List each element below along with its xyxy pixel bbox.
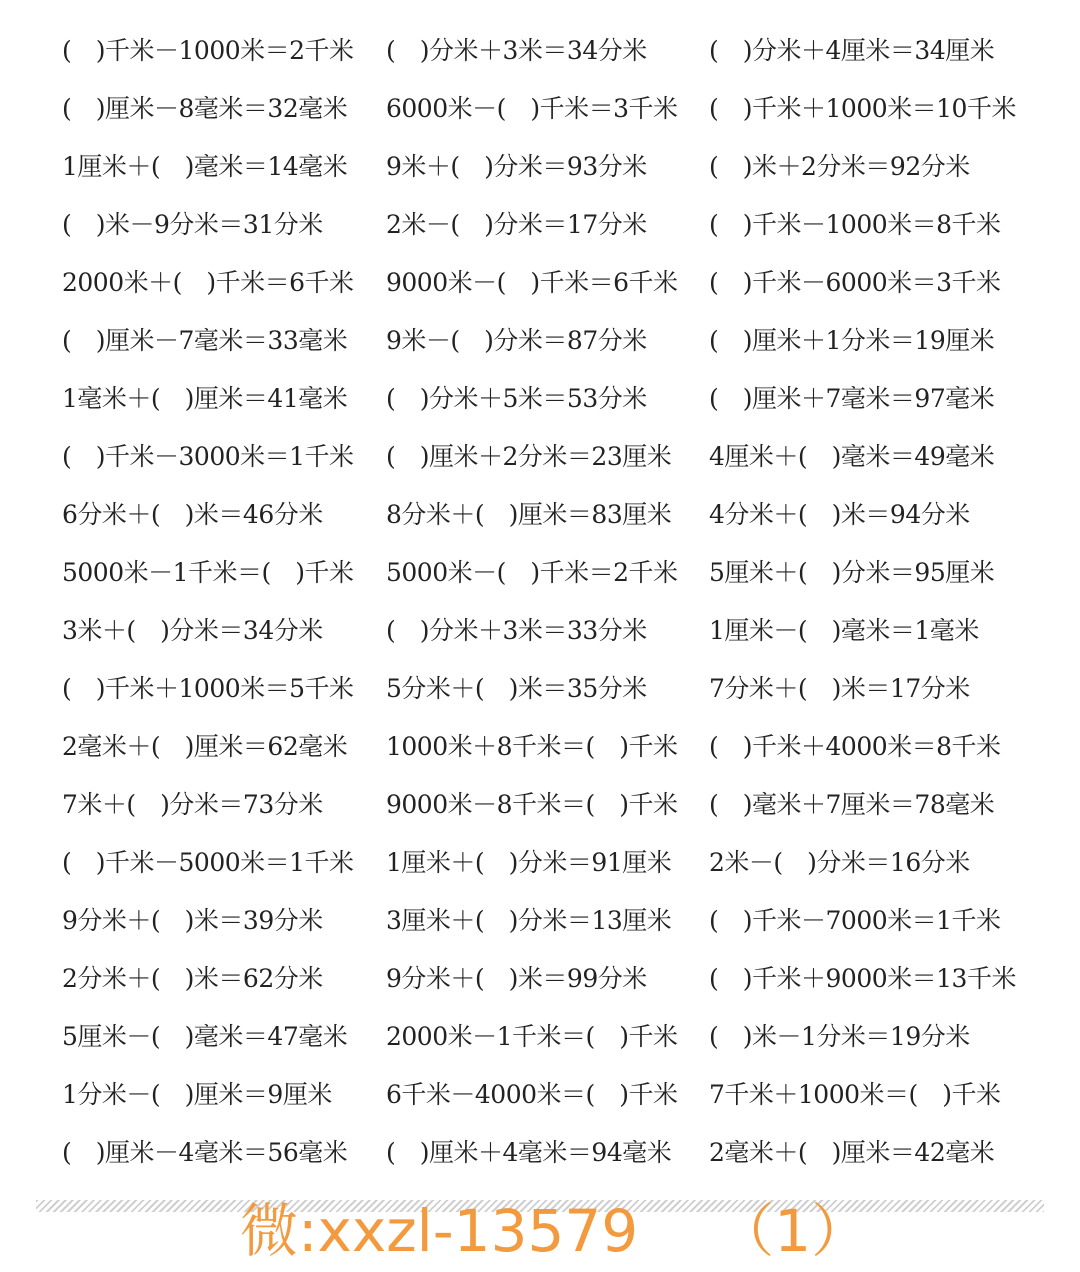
exercise-row-15 — [0, 834, 1080, 892]
exercise-item: ( )厘米＋2分米＝23厘米 — [386, 442, 672, 471]
exercise-item: ( )毫米＋7厘米＝78毫米 — [709, 790, 995, 819]
exercise-item: ( )千米＋1000米＝5千米 — [62, 674, 354, 703]
exercise-item: ( )千米－1000米＝8千米 — [709, 210, 1001, 239]
exercise-item: 9米＋( )分米＝93分米 — [386, 152, 647, 181]
exercise-item: 1分米－( )厘米＝9厘米 — [62, 1080, 332, 1109]
exercise-item: ( )厘米＋4毫米＝94毫米 — [386, 1138, 672, 1167]
exercise-row-16 — [0, 892, 1080, 950]
exercise-row-5 — [0, 254, 1080, 312]
exercise-item: 3米＋( )分米＝34分米 — [62, 616, 323, 645]
exercise-row-14 — [0, 776, 1080, 834]
exercise-item: ( )分米＋5米＝53分米 — [386, 384, 647, 413]
exercise-item: ( )千米－3000米＝1千米 — [62, 442, 354, 471]
exercise-item: ( )米＋2分米＝92分米 — [709, 152, 970, 181]
exercise-row-19 — [0, 1066, 1080, 1124]
exercise-item: 1厘米＋( )毫米＝14毫米 — [62, 152, 348, 181]
exercise-row-10 — [0, 544, 1080, 602]
exercise-item: 5厘米＋( )分米＝95厘米 — [709, 558, 995, 587]
exercise-row-9 — [0, 486, 1080, 544]
exercise-item: ( )千米＋1000米＝10千米 — [709, 94, 1016, 123]
exercise-item: 7千米＋1000米＝( )千米 — [709, 1080, 1001, 1109]
exercise-row-13 — [0, 718, 1080, 776]
exercise-item: 5分米＋( )米＝35分米 — [386, 674, 647, 703]
exercise-item: 2米－( )分米＝17分米 — [386, 210, 647, 239]
exercise-item: ( )千米－1000米＝2千米 — [62, 36, 354, 65]
exercise-item: 2000米－1千米＝( )千米 — [386, 1022, 678, 1051]
exercise-item: 4厘米＋( )毫米＝49毫米 — [709, 442, 995, 471]
exercise-item: 9米－( )分米＝87分米 — [386, 326, 647, 355]
exercise-item: 6千米－4000米＝( )千米 — [386, 1080, 678, 1109]
exercise-item: ( )千米＋9000米＝13千米 — [709, 964, 1016, 993]
exercise-item: 9000米－8千米＝( )千米 — [386, 790, 678, 819]
exercise-item: 6分米＋( )米＝46分米 — [62, 500, 323, 529]
exercise-row-11 — [0, 602, 1080, 660]
exercise-sheet — [0, 22, 1080, 1182]
exercise-item: ( )千米－7000米＝1千米 — [709, 906, 1001, 935]
exercise-item: 1厘米＋( )分米＝91厘米 — [386, 848, 672, 877]
exercise-row-2 — [0, 80, 1080, 138]
exercise-item: ( )厘米＋1分米＝19厘米 — [709, 326, 995, 355]
exercise-row-20 — [0, 1124, 1080, 1182]
exercise-item: 2毫米＋( )厘米＝62毫米 — [62, 732, 348, 761]
exercise-item: 7米＋( )分米＝73分米 — [62, 790, 323, 819]
exercise-row-8 — [0, 428, 1080, 486]
exercise-item: 5厘米－( )毫米＝47毫米 — [62, 1022, 348, 1051]
exercise-item: ( )分米＋3米＝34分米 — [386, 36, 647, 65]
exercise-row-12 — [0, 660, 1080, 718]
exercise-item: 3厘米＋( )分米＝13厘米 — [386, 906, 672, 935]
exercise-item: 9分米＋( )米＝39分米 — [62, 906, 323, 935]
exercise-item: ( )米－9分米＝31分米 — [62, 210, 323, 239]
exercise-item: 2米－( )分米＝16分米 — [709, 848, 970, 877]
exercise-item: ( )厘米－7毫米＝33毫米 — [62, 326, 348, 355]
exercise-item: ( )厘米＋7毫米＝97毫米 — [709, 384, 995, 413]
exercise-item: 2000米＋( )千米＝6千米 — [62, 268, 354, 297]
exercise-item: 5000米－( )千米＝2千米 — [386, 558, 678, 587]
page-footer — [240, 1196, 869, 1266]
exercise-item: 2分米＋( )米＝62分米 — [62, 964, 323, 993]
exercise-item: ( )厘米－4毫米＝56毫米 — [62, 1138, 348, 1167]
exercise-item: 7分米＋( )米＝17分米 — [709, 674, 970, 703]
exercise-item: 6000米－( )千米＝3千米 — [386, 94, 678, 123]
exercise-item: 1毫米＋( )厘米＝41毫米 — [62, 384, 348, 413]
exercise-row-18 — [0, 1008, 1080, 1066]
exercise-item: ( )千米＋4000米＝8千米 — [709, 732, 1001, 761]
exercise-item: 5000米－1千米＝( )千米 — [62, 558, 354, 587]
exercise-row-3 — [0, 138, 1080, 196]
exercise-row-7 — [0, 370, 1080, 428]
contact-watermark: 微:xxzl-13579 — [240, 1197, 639, 1265]
exercise-item: 9分米＋( )米＝99分米 — [386, 964, 647, 993]
exercise-item: ( )厘米－8毫米＝32毫米 — [62, 94, 348, 123]
exercise-item: 2毫米＋( )厘米＝42毫米 — [709, 1138, 995, 1167]
exercise-row-6 — [0, 312, 1080, 370]
exercise-item: ( )米－1分米＝19分米 — [709, 1022, 970, 1051]
exercise-item: ( )千米－6000米＝3千米 — [709, 268, 1001, 297]
exercise-item: 1厘米－( )毫米＝1毫米 — [709, 616, 979, 645]
exercise-row-17 — [0, 950, 1080, 1008]
exercise-item: ( )分米＋4厘米＝34厘米 — [709, 36, 995, 65]
page-number: （1） — [716, 1197, 870, 1265]
exercise-item: ( )分米＋3米＝33分米 — [386, 616, 647, 645]
exercise-row-4 — [0, 196, 1080, 254]
exercise-row-1 — [0, 22, 1080, 80]
exercise-item: 4分米＋( )米＝94分米 — [709, 500, 970, 529]
exercise-item: 8分米＋( )厘米＝83厘米 — [386, 500, 672, 529]
exercise-item: ( )千米－5000米＝1千米 — [62, 848, 354, 877]
exercise-item: 1000米＋8千米＝( )千米 — [386, 732, 678, 761]
exercise-item: 9000米－( )千米＝6千米 — [386, 268, 678, 297]
